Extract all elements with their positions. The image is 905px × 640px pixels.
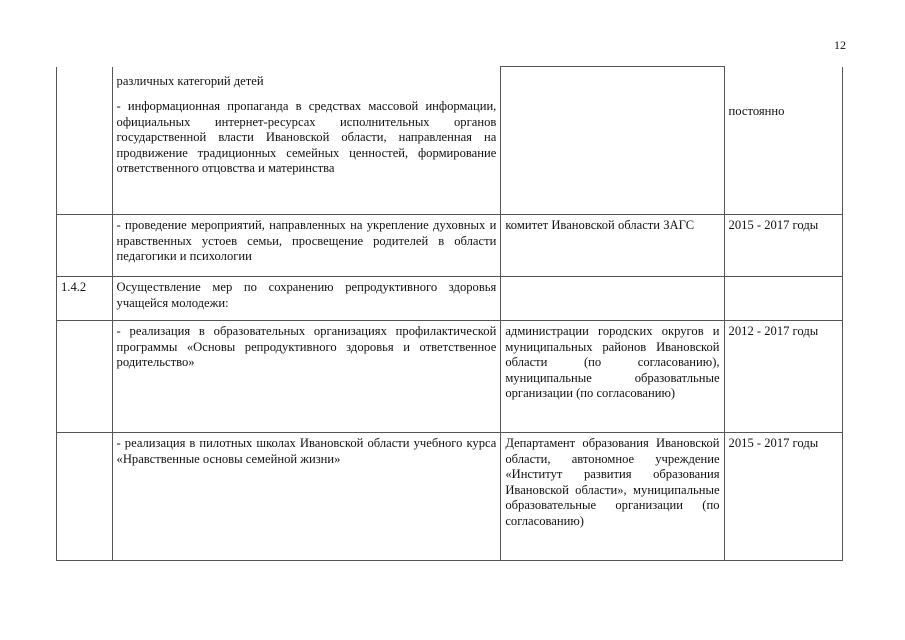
term-cell: 2012 - 2017 годы [724, 321, 842, 433]
term-cell [724, 67, 842, 215]
activity-cell: - проведение мероприятий, направленных на укрепление духовных и нравственных устоев семьи, просвещение родителей в области педагогики и психологии [112, 215, 501, 277]
table-row [57, 277, 843, 321]
responsible-cell [501, 67, 724, 215]
responsible-cell: администрации городских округов и муниципальных районов Ивановской области (по согласованию), муниципальные образоватльные организации (по согласованию) [501, 321, 724, 433]
table-row [57, 321, 843, 433]
activity-text: - информационная пропаганда в средствах массовой информации, официальных интернет-ресурсах исполнительных органов государственной власти Ивановской области, направленная на продвижение традиционных семейных ценностей, формирование ответственного отцовства и материнства [116, 99, 497, 176]
responsible-cell: комитет Ивановской области ЗАГС [501, 215, 724, 277]
activity-cell: - реализация в пилотных школах Ивановской области учебного курса «Нравственные основы семейной жизни» [112, 433, 501, 561]
table-row [57, 67, 843, 215]
activity-cell: - реализация в образовательных организациях профилактической программы «Основы репродуктивного здоровья и ответственное родительство» [112, 321, 501, 433]
responsible-cell: Департамент образования Ивановской области, автономное учреждение «Институт развития образования Ивановской области», муниципальные образовательные организации (по согласованию) [501, 433, 724, 561]
term-cell: 2015 - 2017 годы [724, 433, 842, 561]
activity-cell: Осуществление мер по сохранению репродуктивного здоровья учащейся молодежи: [112, 277, 501, 321]
term-text: постоянно [728, 103, 785, 118]
table-row [57, 433, 843, 561]
item-number-cell: 1.4.2 [57, 277, 113, 321]
responsible-cell [501, 277, 724, 321]
term-cell: 2015 - 2017 годы [724, 215, 842, 277]
item-number-cell [57, 67, 113, 215]
measures-table [56, 66, 843, 561]
table-row [57, 215, 843, 277]
item-number-cell [57, 215, 113, 277]
term-cell [724, 277, 842, 321]
item-number-cell [57, 321, 113, 433]
activity-cell [112, 67, 501, 215]
activity-text: различных категорий детей [116, 73, 264, 88]
page-number: 12 [834, 38, 846, 52]
item-number-cell [57, 433, 113, 561]
